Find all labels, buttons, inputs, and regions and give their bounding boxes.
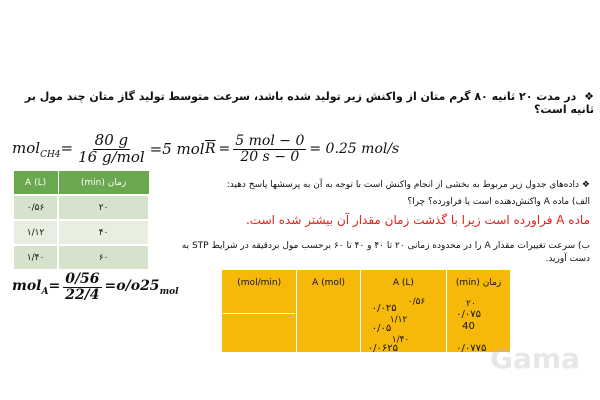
header-a-liters: A (L)	[13, 171, 58, 196]
yellow-rate-table	[222, 270, 510, 352]
gama-logo-watermark	[486, 338, 586, 378]
svg-text:Gama: Gama	[490, 342, 580, 375]
answer-a: ماده A فراورده است زیرا با گذشت زمان مقدار آن بیشتر شده است.	[245, 213, 590, 227]
cell-time: ۶۰	[58, 245, 149, 270]
diamond-bullet-icon: ❖	[584, 90, 594, 103]
rate-formula: $\overline{R}$ = $\frac{\text{5 mol − 0}}{20 s - 0}$ = 0.25 mol/s	[205, 133, 400, 165]
formula-numerator: 0/56	[65, 271, 100, 287]
header-a-liters: A (L)	[360, 270, 446, 296]
formula-fraction	[63, 272, 101, 302]
a-liters-value: ۱/۴۰	[391, 335, 410, 345]
handwritten-value: ۰/۰۵	[371, 323, 392, 334]
table-intro-text: داده‌های جدول زیر مربوط به بخشی از انجام واکنش است با توجه به آن به پرسشها پاسخ دهید:	[226, 180, 580, 190]
handwritten-value: ۰/۰۶۲۵	[367, 343, 398, 354]
rate-denominator: 20 s − 0	[240, 148, 300, 165]
header-time: (min) زمان	[447, 270, 510, 296]
rate-numerator: 5 mol − 0	[235, 133, 305, 149]
handwritten-value: ۰/۰۷۷۵	[456, 343, 487, 354]
handwritten-value: ۰/۰۷۵	[456, 309, 481, 320]
header-a-mol: A (mol)	[297, 270, 360, 296]
a-liters-value: ۱/۱۲	[389, 315, 408, 325]
cell-a-liters: ۱/۱۲	[13, 220, 58, 245]
time-value: ۲۰	[466, 299, 476, 309]
formula-lhs: mol$_A$=	[12, 277, 61, 297]
cell-time: ۴۰	[58, 220, 149, 245]
green-data-table	[12, 170, 150, 271]
cell-a-liters: ۰/۵۶	[13, 195, 58, 220]
table-row	[13, 195, 149, 220]
formula-denominator: 16 g/mol	[78, 147, 145, 166]
question-a: الف) ماده A واکنش‌دهنده است یا فراورده؟ چرا؟	[407, 197, 590, 207]
a-liters-value: ۰/۵۶	[407, 297, 426, 307]
question-b: ب) سرعت تغییرات مقدار A را در محدوده زمانی ۲۰ تا ۴۰ و ۴۰ تا ۶۰ برحسب مول بردقیقه در شرایط STP به دست آورید.	[181, 241, 590, 264]
header-time: (min) زمان	[58, 171, 149, 196]
formula-denominator: 22/4	[65, 286, 100, 303]
handwritten-value: ۰/۰۲۵	[371, 303, 397, 314]
question-1	[4, 90, 594, 116]
rate-column	[222, 296, 297, 356]
rate-result: = 0.25 mol/s	[309, 141, 400, 158]
formula-result: =5 mol	[149, 140, 205, 159]
a-liters-column	[360, 296, 446, 356]
handwritten-value: 40	[462, 321, 475, 332]
question-1-text: در مدت ۲۰ ثانیه ۸۰ گرم متان از واکنش زیر تولید شده باشد، سرعت متوسط تولید گاز متان چند مول بر ثانیه است؟	[24, 90, 594, 116]
table-intro	[190, 180, 590, 190]
mol-ch4-formula	[12, 133, 205, 166]
formula-lhs: mol$_{CH4}$=	[12, 138, 74, 160]
cell-a-liters: ۱/۴۰	[13, 245, 58, 270]
formula-numerator: 80 g	[94, 131, 129, 149]
formula-result: $=o/o25_{mol}$	[104, 277, 179, 297]
cell-time: ۲۰	[58, 195, 149, 220]
formula-fraction	[76, 133, 147, 166]
header-rate: (mol/min)	[237, 278, 282, 288]
diamond-bullet-icon: ❖	[581, 180, 590, 190]
a-mol-column	[297, 296, 360, 356]
table-row	[13, 245, 149, 270]
rate-fraction	[233, 134, 306, 164]
table-row	[13, 220, 149, 245]
rate-symbol: $\overline{R}$	[205, 141, 216, 158]
mol-a-formula	[12, 272, 179, 302]
